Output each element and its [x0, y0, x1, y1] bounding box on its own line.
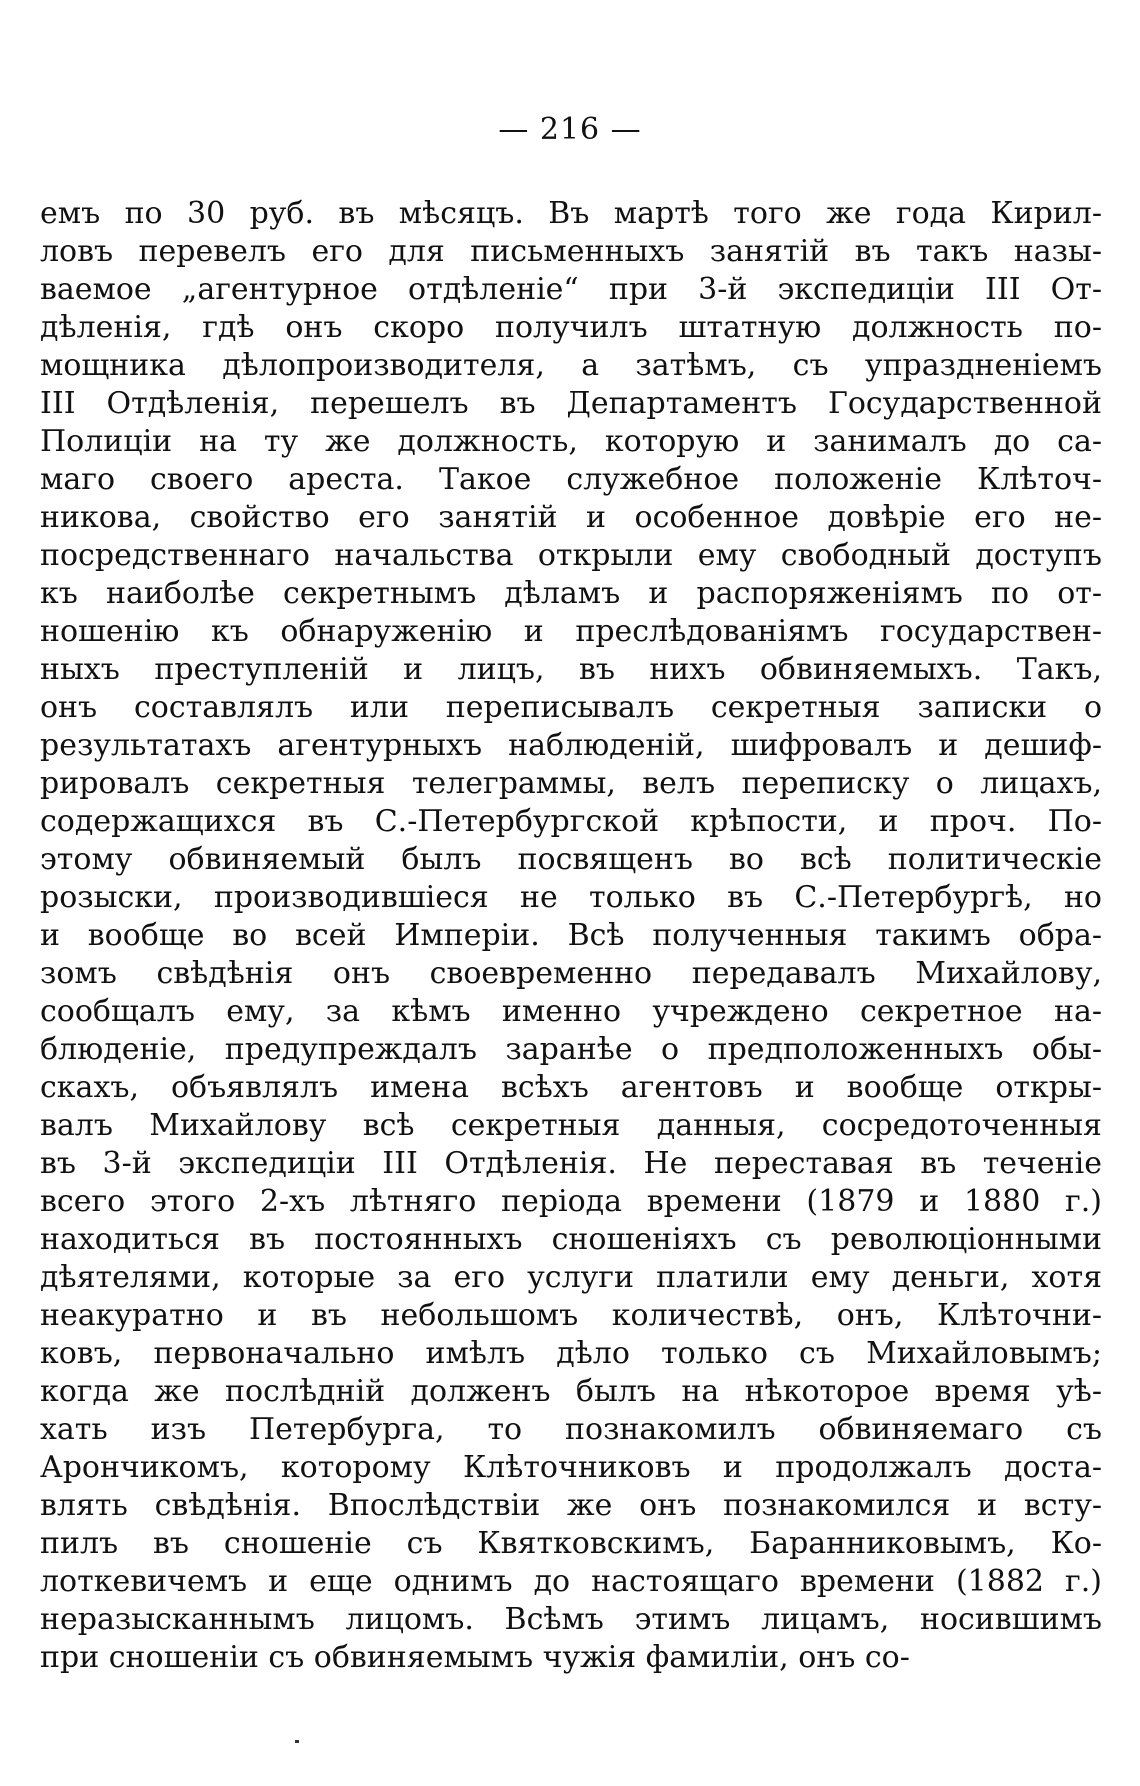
text-line: лоткевичемъ и еще однимъ до настоящаго времени (1882 г.): [40, 1564, 1102, 1599]
text-line: розыски, производившіеся не только въ С.-Петербургѣ, но: [40, 880, 1102, 915]
text-line: ловъ перевелъ его для письменныхъ занятій въ такъ назы-: [40, 234, 1102, 269]
text-line: онъ составлялъ или переписывалъ секретныя записки о: [40, 690, 1102, 725]
text-line: емъ по 30 руб. въ мѣсяцъ. Въ мартѣ того же года Кирил-: [40, 196, 1102, 231]
text-line: этому обвиняемый былъ посвященъ во всѣ политическіе: [40, 842, 1102, 877]
text-line: рировалъ секретныя телеграммы, велъ переписку о лицахъ,: [40, 766, 1102, 801]
text-line: и вообще во всей Имперіи. Всѣ полученныя такимъ обра-: [40, 918, 1102, 953]
text-line: пилъ въ сношеніе съ Квятковскимъ, Баранниковымъ, Ко-: [40, 1526, 1102, 1561]
text-line: когда же послѣдній долженъ былъ на нѣкоторое время уѣ-: [40, 1374, 1102, 1409]
text-line: дѣленія, гдѣ онъ скоро получилъ штатную должность по-: [40, 310, 1102, 345]
text-line: валъ Михайлову всѣ секретныя данныя, сосредоточенныя: [40, 1108, 1102, 1143]
text-line: ныхъ преступленій и лицъ, въ нихъ обвиняемыхъ. Такъ,: [40, 652, 1102, 687]
text-line: содержащихся въ С.-Петербургской крѣпости, и проч. По-: [40, 804, 1102, 839]
text-line: никова, свойство его занятій и особенное довѣріе его не-: [40, 500, 1102, 535]
page-number: — 216 —: [498, 112, 642, 147]
text-line: ковъ, первоначально имѣлъ дѣло только съ Михайловымъ;: [40, 1336, 1102, 1371]
text-line: посредственнаго начальства открыли ему свободный доступъ: [40, 538, 1102, 573]
text-line: при сношеніи съ обвиняемымъ чужія фамиліи, онъ со-: [40, 1640, 910, 1675]
ink-speck: [295, 1740, 299, 1743]
text-line: маго своего ареста. Такое служебное положеніе Клѣточ-: [40, 462, 1102, 497]
text-line: блюденіе, предупреждалъ заранѣе о предположенныхъ обы-: [40, 1032, 1102, 1067]
text-line: неакуратно и въ небольшомъ количествѣ, онъ, Клѣточни-: [40, 1298, 1102, 1333]
text-line: влять свѣдѣнія. Впослѣдствіи же онъ познакомился и всту-: [40, 1488, 1102, 1523]
text-line: въ 3-й экспедиціи III Отдѣленія. Не переставая въ теченіе: [40, 1146, 1102, 1181]
text-line: сообщалъ ему, за кѣмъ именно учреждено секретное на-: [40, 994, 1102, 1029]
text-line: Арончикомъ, которому Клѣточниковъ и продолжалъ доста-: [40, 1450, 1102, 1485]
text-line: дѣятелями, которые за его услуги платили ему деньги, хотя: [40, 1260, 1102, 1295]
text-line: ваемое „агентурное отдѣленіе“ при 3-й экспедиціи III От-: [40, 272, 1102, 307]
text-line: мощника дѣлопроизводителя, а затѣмъ, съ упраздненіемъ: [40, 348, 1102, 383]
text-line: скахъ, объявлялъ имена всѣхъ агентовъ и вообще откры-: [40, 1070, 1102, 1105]
text-line: неразысканнымъ лицомъ. Всѣмъ этимъ лицамъ, носившимъ: [40, 1602, 1102, 1637]
text-line: результатахъ агентурныхъ наблюденій, шифровалъ и дешиф-: [40, 728, 1102, 763]
text-line: хать изъ Петербурга, то познакомилъ обвиняемаго съ: [40, 1412, 1102, 1447]
text-line: всего этого 2-хъ лѣтняго періода времени (1879 и 1880 г.): [40, 1184, 1102, 1219]
text-line: Полиціи на ту же должность, которую и занималъ до са-: [40, 424, 1102, 459]
text-line: къ наиболѣе секретнымъ дѣламъ и распоряженіямъ по от-: [40, 576, 1102, 611]
text-line: III Отдѣленія, перешелъ въ Департаментъ Государственной: [40, 386, 1102, 421]
body-text: [40, 195, 1102, 1677]
text-line: ношенію къ обнаруженію и преслѣдованіямъ государствен-: [40, 614, 1102, 649]
text-line: находиться въ постоянныхъ сношеніяхъ съ революціонными: [40, 1222, 1102, 1257]
text-line: зомъ свѣдѣнія онъ своевременно передавалъ Михайлову,: [40, 956, 1102, 991]
